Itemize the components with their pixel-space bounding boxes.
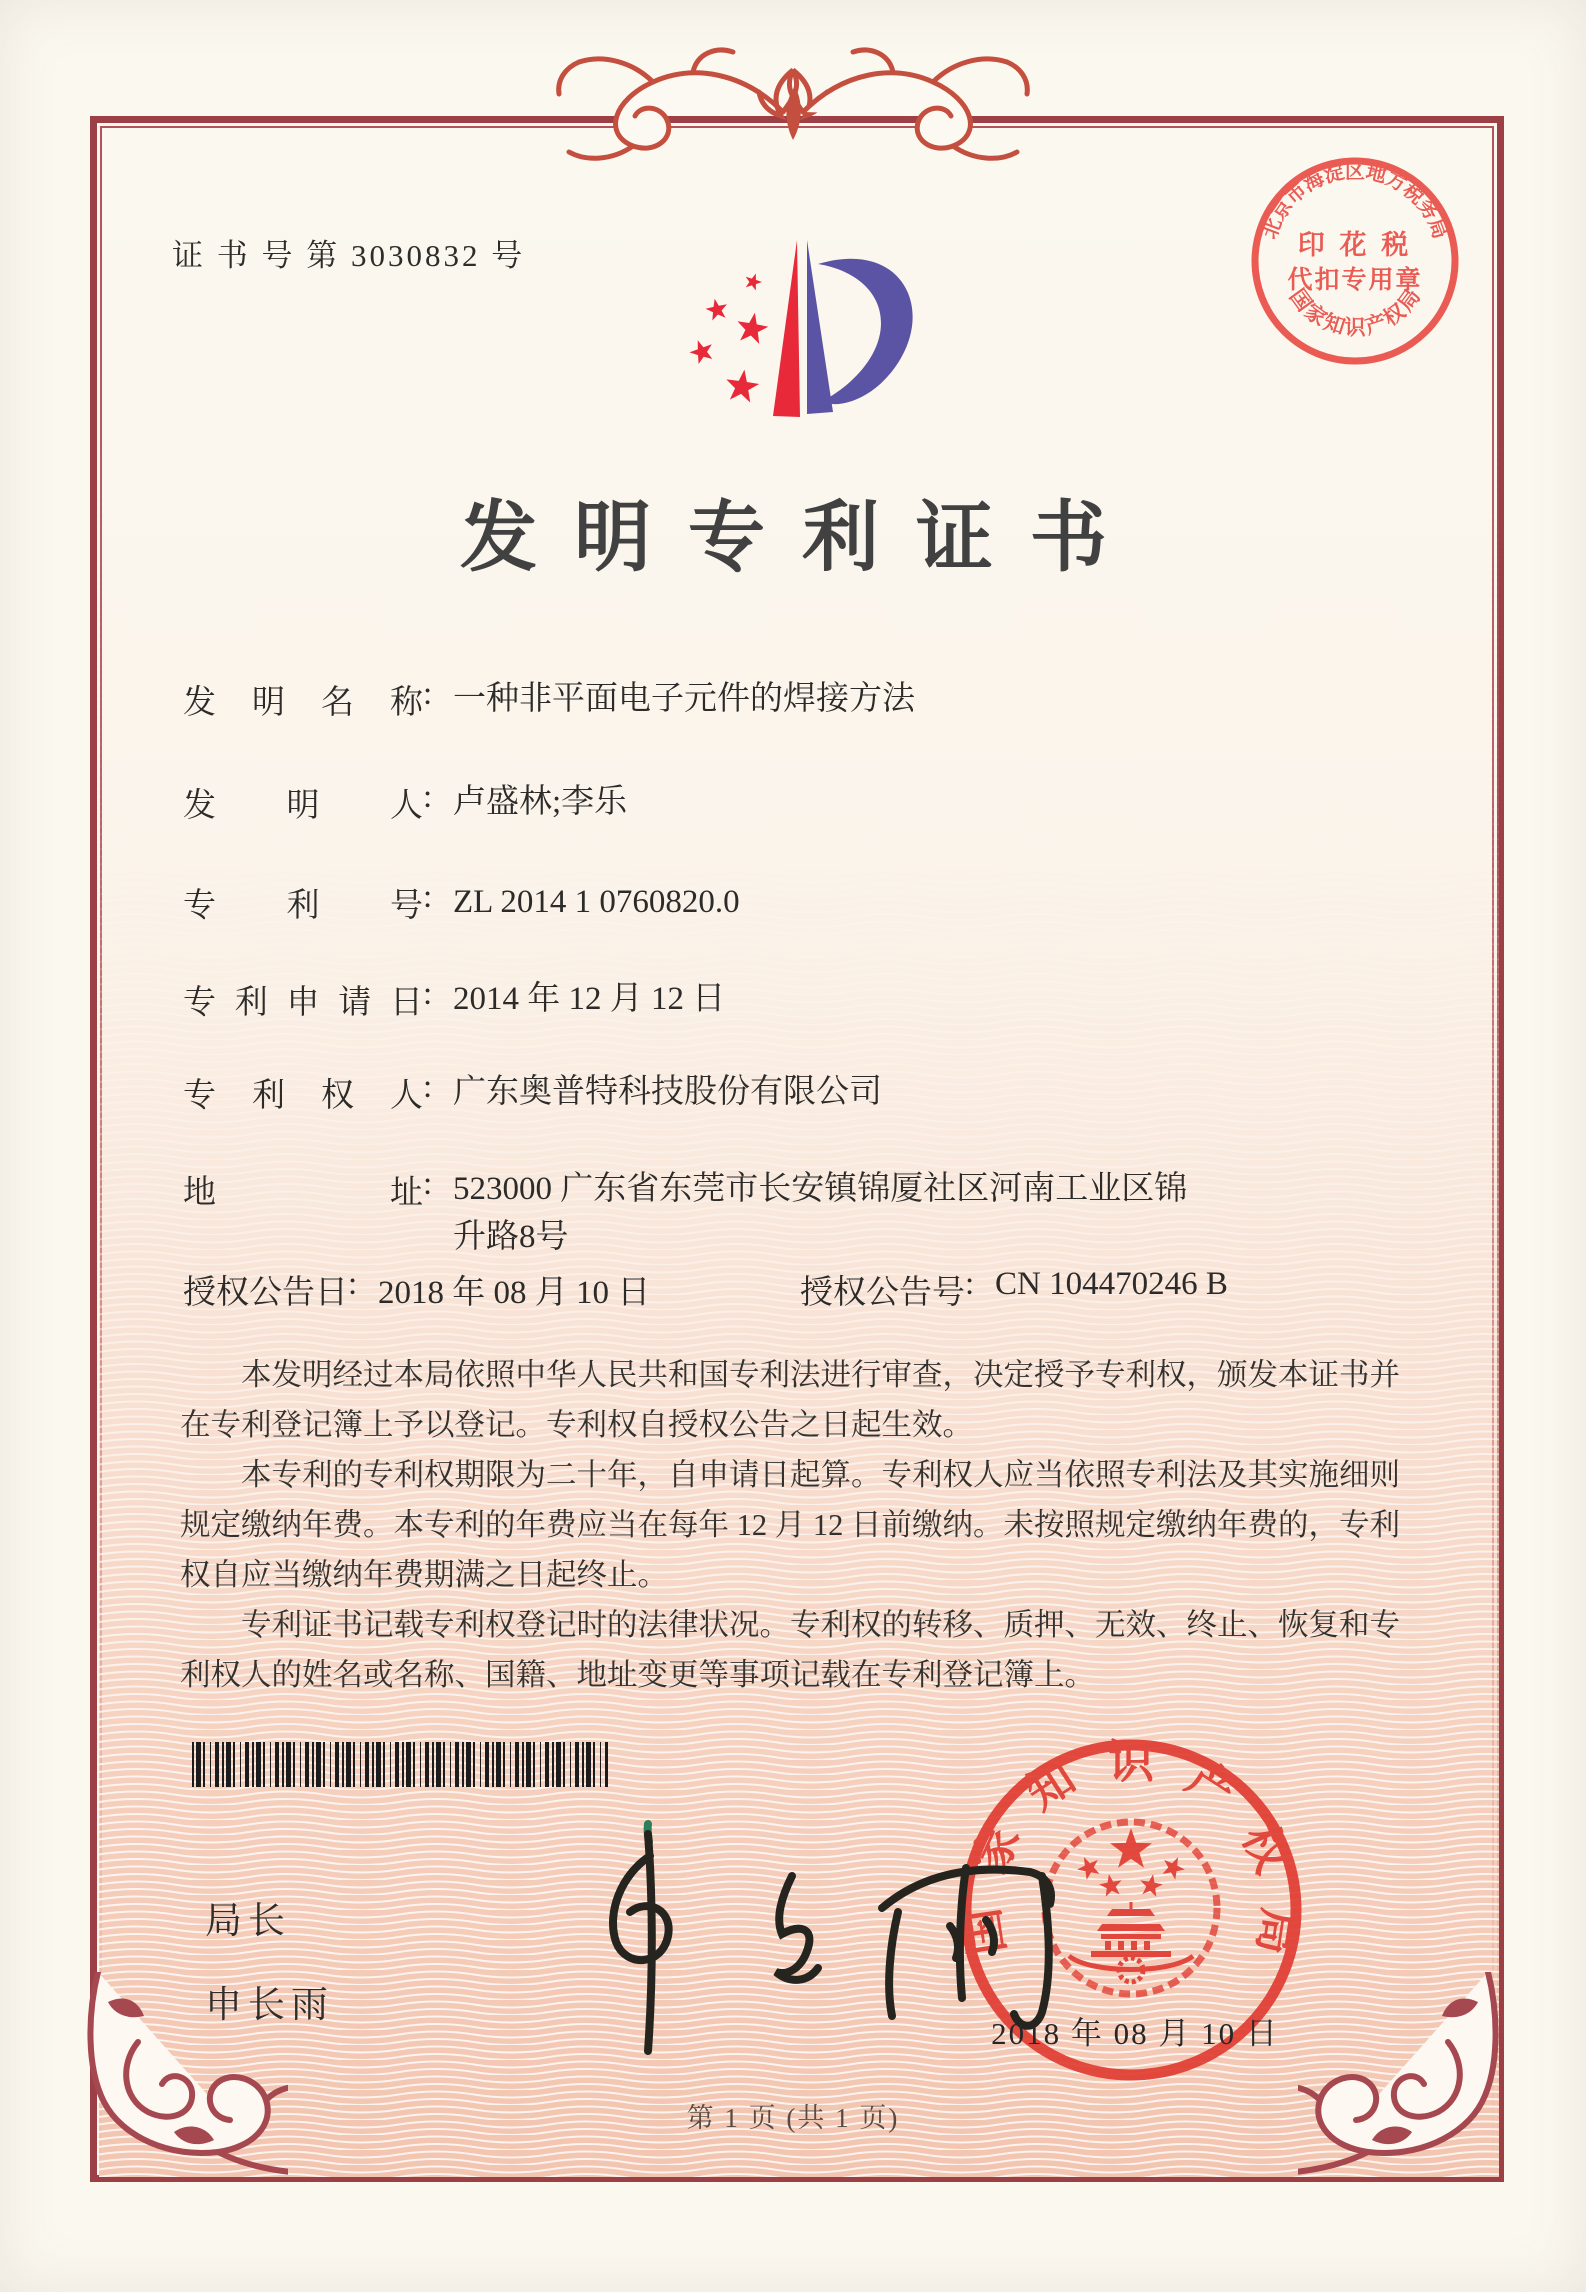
field-colon: : [423, 779, 433, 815]
tax-stamp-icon [1246, 152, 1464, 370]
field-label: 专利号 [183, 888, 423, 924]
grant-date-group [183, 1266, 650, 1313]
field-label: 专利申请日 [183, 985, 423, 1021]
field-colon: : [423, 976, 433, 1012]
grant-number-label: 授权公告号 [800, 1275, 965, 1311]
director-title-label: 局长 [205, 1901, 291, 1942]
seal-ring-text: 国家知识产权局 [956, 1736, 1306, 1959]
tax-stamp-arc-bottom-text: 国家知识产权局 [1284, 284, 1426, 340]
barcode [192, 1742, 608, 1787]
field-invention-name [183, 676, 1413, 724]
field-colon: : [423, 1069, 433, 1105]
field-patent-number [183, 879, 1413, 927]
field-label: 专利权人 [183, 1078, 423, 1114]
field-patentee [183, 1069, 1413, 1117]
tax-stamp-arc-top-text: 北京市海淀区地方税务局 [1258, 160, 1452, 242]
field-colon: : [423, 879, 433, 915]
grant-date-value: 2018 年 08 月 10 日 [378, 1275, 651, 1311]
field-filing-date [183, 976, 1413, 1024]
tax-stamp-center-line1: 印 花 税 [1297, 230, 1413, 260]
field-label: 发明名称 [183, 685, 423, 721]
field-value: 一种非平面电子元件的焊接方法 [453, 681, 915, 717]
field-value: 卢盛林;李乐 [453, 784, 628, 820]
field-colon: : [423, 676, 433, 712]
legal-paragraph-1: 本发明经过本局依照中华人民共和国专利法进行审查，决定授予专利权，颁发本证书并在专利登记簿上予以登记。专利权自授权公告之日起生效。 [180, 1358, 1400, 1442]
field-value: 523000 广东省东莞市长安镇锦厦社区河南工业区锦升路8号 [453, 1171, 1188, 1255]
grant-number-value: CN 104470246 B [995, 1266, 1228, 1302]
grant-date-label: 授权公告日 [183, 1275, 348, 1311]
field-address [183, 1166, 1203, 1262]
director-name-label: 申长雨 [205, 1985, 334, 2026]
seal-date: 2018 年 08 月 10 日 [991, 2016, 1279, 2051]
field-colon: : [348, 1266, 358, 1302]
tax-stamp-center-line2: 代扣专用章 [1287, 267, 1423, 294]
field-value: ZL 2014 1 0760820.0 [453, 884, 740, 920]
certificate-title: 发明专利证书 [460, 495, 1144, 581]
field-value: 2014 年 12 月 12 日 [453, 981, 726, 1017]
field-colon: : [423, 1166, 433, 1202]
field-colon: : [965, 1266, 975, 1302]
legal-paragraph-3: 专利证书记载专利权登记时的法律状况。专利权的转移、质押、无效、终止、恢复和专利权人的姓名或名称、国籍、地址变更等事项记载在专利登记簿上。 [180, 1608, 1400, 1692]
page-number: 第 1 页 (共 1 页) [686, 2103, 900, 2133]
corner-flourish-right-icon [1298, 1972, 1508, 2184]
field-inventor [183, 779, 1413, 827]
field-value: 广东奥普特科技股份有限公司 [453, 1074, 882, 1110]
grant-number-group [800, 1266, 1228, 1313]
cnipa-logo-icon [645, 224, 955, 457]
field-label: 地址 [183, 1175, 423, 1211]
certificate-number: 证 书 号 第 3030832 号 [172, 238, 526, 273]
top-dragon-ornament-icon [483, 40, 1103, 170]
legal-paragraph-2: 本专利的专利权期限为二十年，自申请日起算。专利权人应当依照专利法及其实施细则规定缴纳年费。本专利的年费应当在每年 12 月 12 日前缴纳。未按照规定缴纳年费的，专利权自应当缴纳年费期满之日起终止。 [180, 1458, 1400, 1592]
field-label: 发明人 [183, 788, 423, 824]
legal-text-block [180, 1350, 1426, 1700]
